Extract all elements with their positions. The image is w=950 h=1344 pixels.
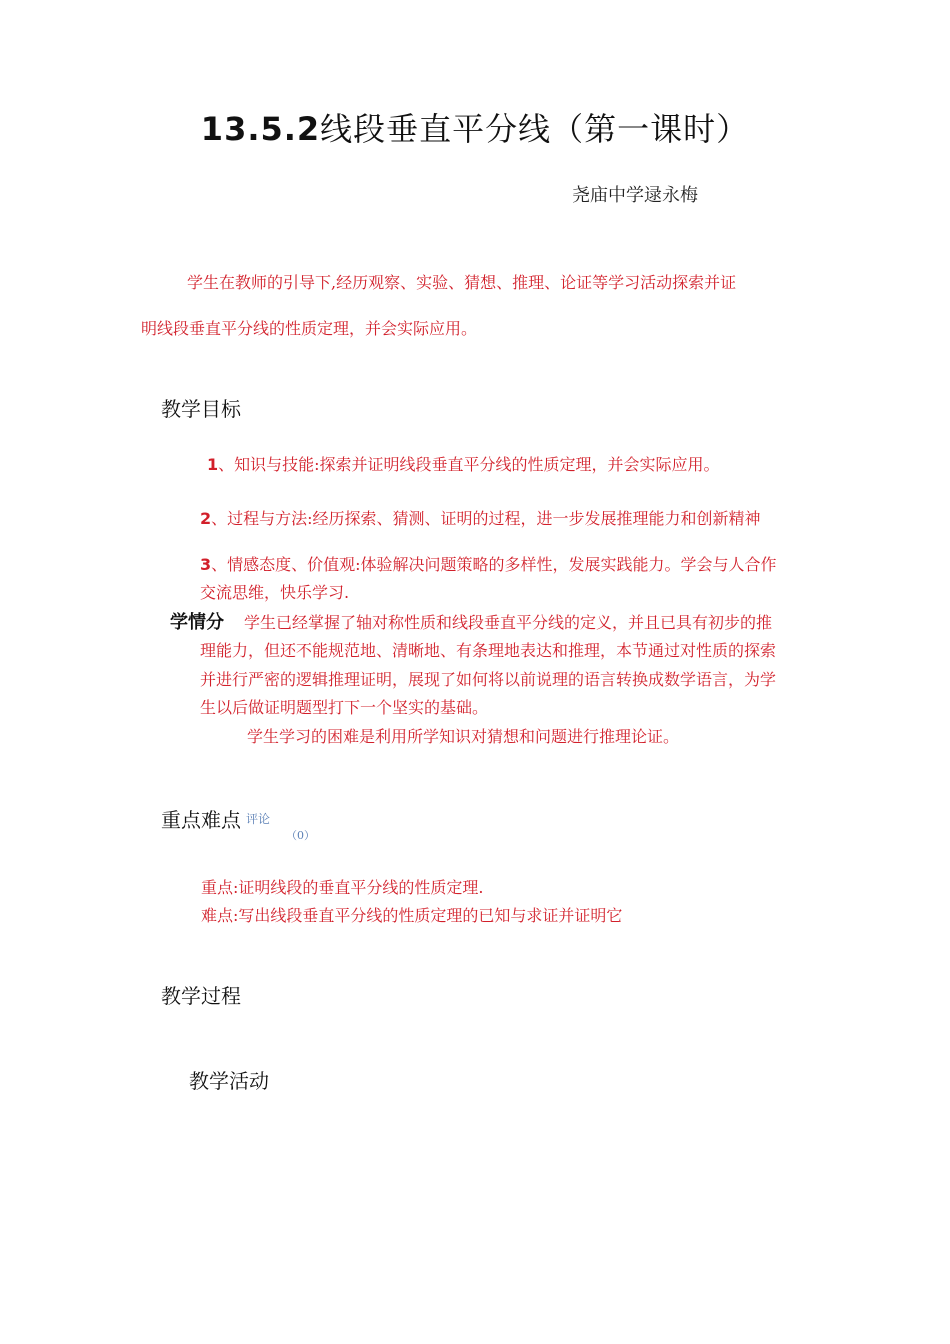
author: 尧庙中学逯永梅 <box>572 185 698 206</box>
comment-count: （0） <box>286 829 315 842</box>
goal-3-continuation: 交流思维，快乐学习. <box>200 583 350 602</box>
key-point-focus: 重点:证明线段的垂直平分线的性质定理. <box>201 878 484 897</box>
goal-number: 3 <box>200 555 212 574</box>
goal-number: 1 <box>207 455 219 474</box>
title-number: 13.5.2 <box>200 110 321 148</box>
comment-link[interactable]: 评论 <box>246 812 271 826</box>
goals-heading: 教学目标 <box>161 397 241 421</box>
student-difficulty: 学生学习的困难是利用所学知识对猜想和问题进行推理论证。 <box>247 727 680 746</box>
goal-1 <box>207 452 720 475</box>
key-point-difficulty: 难点:写出线段垂直平分线的性质定理的已知与求证并证明它 <box>201 906 623 925</box>
student-analysis-line-1: 学生已经掌握了轴对称性质和线段垂直平分线的定义，并且已具有初步的推 <box>244 613 773 632</box>
document-title <box>0 104 950 150</box>
activity-heading: 教学活动 <box>189 1069 269 1093</box>
goal-number: 2 <box>200 509 212 528</box>
student-analysis-line-3: 并进行严密的逻辑推理证明，展现了如何将以前说理的语言转换成数学语言，为学 <box>200 670 777 689</box>
goal-2 <box>200 506 761 529</box>
process-heading: 教学过程 <box>161 984 241 1008</box>
goal-3 <box>200 552 777 575</box>
goal-text: 、知识与技能:探索并证明线段垂直平分线的性质定理，并会实际应用。 <box>218 455 720 474</box>
student-analysis-label: 学情分 <box>170 612 224 633</box>
goal-text: 、情感态度、价值观:体验解决问题策略的多样性，发展实践能力。学会与人合作 <box>211 555 777 574</box>
intro-line-2: 明线段垂直平分线的性质定理，并会实际应用。 <box>141 319 478 338</box>
key-points-heading: 重点难点 <box>161 808 241 832</box>
goal-text: 、过程与方法:经历探索、猜测、证明的过程，进一步发展推理能力和创新精神 <box>211 509 761 528</box>
title-text: 线段垂直平分线（第一课时） <box>320 110 750 148</box>
student-analysis-line-4: 生以后做证明题型打下一个坚实的基础。 <box>200 698 489 717</box>
student-analysis-line-2: 理能力，但还不能规范地、清晰地、有条理地表达和推理，本节通过对性质的探索 <box>200 641 777 660</box>
intro-line-1: 学生在教师的引导下,经历观察、实验、猜想、推理、论证等学习活动探索并证 <box>187 273 737 292</box>
